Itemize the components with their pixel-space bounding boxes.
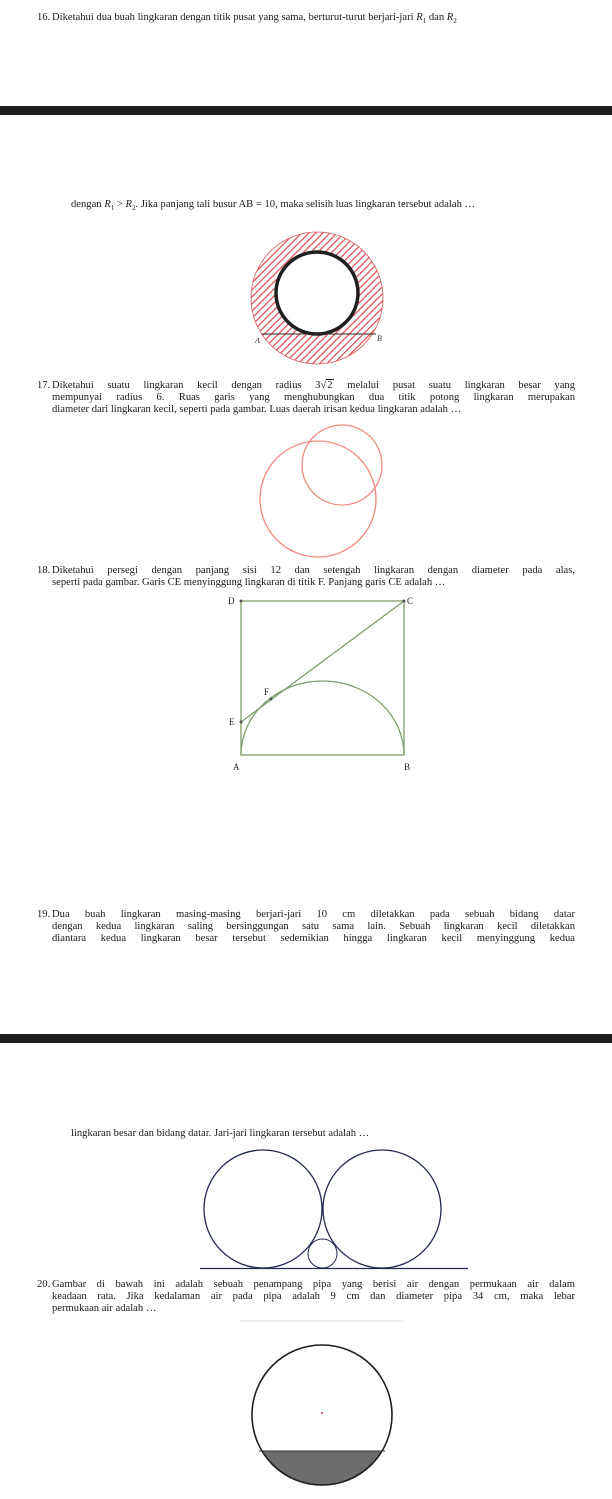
cond-r1: R (104, 199, 111, 210)
square-semicircle-figure (220, 592, 420, 772)
question-20-number: 20. (37, 1279, 51, 1290)
cond-r1-sub: 1 (110, 204, 115, 213)
r1-symbol: R (416, 12, 423, 23)
question-20-line2: keadaan rata. Jika kedalaman air pada pipa adalah 9 cm dan diameter pipa 34 cm, maka lebar (52, 1291, 575, 1302)
large-circle-left (204, 1150, 322, 1268)
large-circle-right (323, 1150, 441, 1268)
question-18-line2: seperti pada gambar. Garis CE menyinggung lingkaran di titik F. Panjang garis CE adalah … (52, 577, 446, 588)
question-19-line4: lingkaran besar dan bidang datar. Jari-jari lingkaran tersebut adalah … (71, 1128, 370, 1139)
question-20-line1: Gambar di bawah ini adalah sebuah penampang pipa yang berisi air dengan permukaan air dalam (52, 1279, 575, 1290)
and-word: dan (428, 12, 445, 23)
question-16-line1: Diketahui dua buah lingkaran dengan titik pusat yang sama, berturut-turut berjari-jari (52, 12, 414, 23)
line2-prefix: dengan (71, 199, 102, 210)
line2-rest: . Jika panjang tali busur AB = 10, maka selisih luas lingkaran tersebut adalah … (135, 199, 476, 210)
question-19-line3: diantara kedua lingkaran besar tersebut sedemikian hingga lingkaran kecil menyinggung kedua (52, 933, 575, 944)
r2-subscript: 2 (453, 17, 457, 26)
pipe-cross-section-figure (235, 1318, 405, 1499)
label-d: D (228, 596, 235, 606)
water-region (235, 1451, 405, 1499)
label-c: C (407, 596, 414, 606)
label-f: F (264, 687, 270, 697)
r2-symbol: R (446, 12, 454, 23)
question-16-number: 16. (37, 12, 51, 23)
small-circle (302, 425, 382, 505)
cond-r2: R (125, 199, 133, 210)
question-18-line1: Diketahui persegi dengan panjang sisi 12 dan setengah lingkaran dengan diameter pada alas, (52, 565, 575, 576)
center-point (321, 1412, 323, 1414)
question-19-number: 19. (37, 909, 51, 920)
radius-coef: 3 (315, 380, 321, 391)
question-18-number: 18. (37, 565, 51, 576)
question-17-line1 (52, 380, 575, 392)
intersecting-circles-figure (250, 418, 390, 560)
question-16-text (52, 12, 457, 27)
line-ce (241, 601, 404, 722)
page-divider-middle (0, 1034, 612, 1043)
label-a: A (255, 336, 260, 345)
r1-subscript: 1 (422, 17, 427, 26)
cond-gt: > (116, 199, 123, 210)
q17-line1-a: Diketahui suatu lingkaran kecil dengan radius (52, 380, 302, 391)
large-circle (260, 441, 376, 557)
radius-radicand: 2 (327, 380, 333, 391)
inner-circle (276, 252, 358, 334)
question-16-line2 (71, 199, 475, 214)
question-17-line3: diameter dari lingkaran kecil, seperti pada gambar. Luas daerah irisan kedua lingkaran adalah … (52, 404, 462, 415)
page-divider-top (0, 106, 612, 115)
question-17-line2: mempunyai radius 6. Ruas garis yang menghubungkan dua titik potong lingkaran merupakan (52, 392, 575, 403)
question-19-line2: dengan kedua lingkaran saling bersinggungan satu sama lain. Sebuah lingkaran kecil diletakkan (52, 921, 575, 932)
sqrt-symbol: √2 (320, 380, 333, 391)
question-19-line1: Dua buah lingkaran masing-masing berjari-jari 10 cm diletakkan pada sebuah bidang datar (52, 909, 575, 920)
label-e: E (229, 717, 235, 727)
q17-line1-b: melalui pusat suatu lingkaran besar yang (347, 380, 575, 391)
question-20-line3: permukaan air adalah … (52, 1303, 157, 1314)
small-circle-middle (308, 1239, 337, 1268)
square-abcd (241, 601, 404, 755)
label-b: B (377, 334, 382, 343)
annulus-figure (238, 218, 398, 378)
question-17-number: 17. (37, 380, 51, 391)
tangent-circles-figure (200, 1140, 470, 1280)
cond-r2-sub: 2 (132, 204, 136, 213)
label-a: A (233, 762, 240, 772)
label-b: B (404, 762, 411, 772)
